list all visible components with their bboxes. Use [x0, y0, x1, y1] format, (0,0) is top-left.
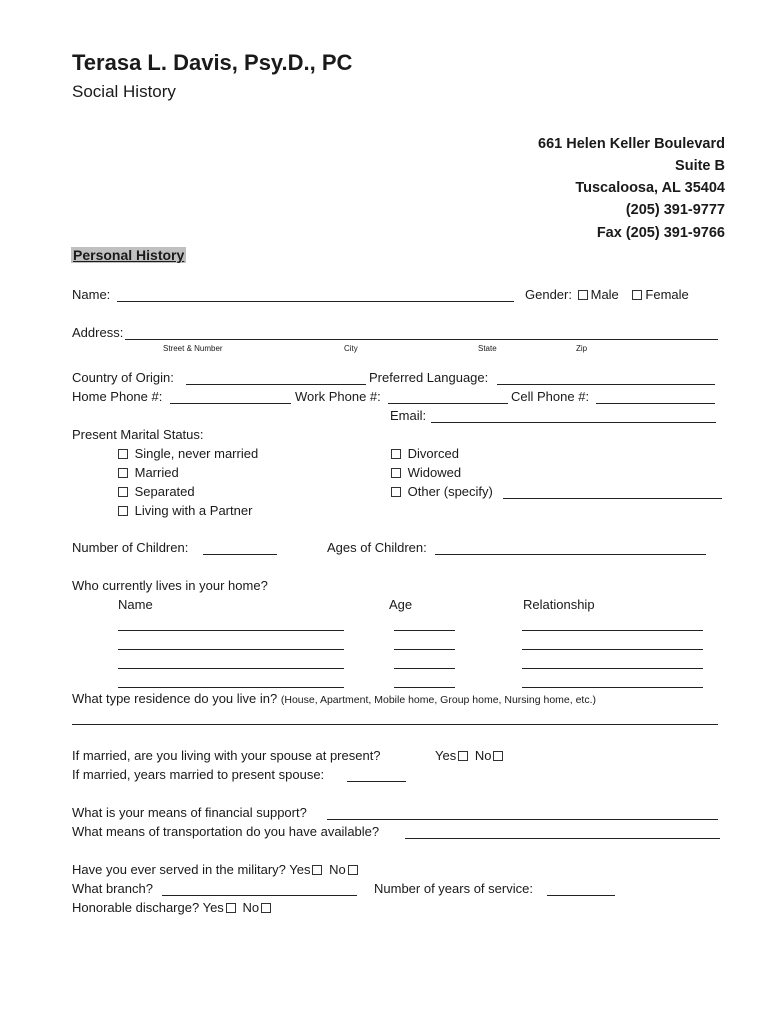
col-name-header: Name [118, 597, 153, 612]
military-question [72, 862, 361, 877]
female-checkbox[interactable] [632, 290, 642, 300]
spouse-yes-label: Yes [435, 748, 457, 763]
single-checkbox[interactable] [118, 449, 128, 459]
address-line-2: Suite B [675, 158, 725, 174]
household-relationship-field[interactable] [522, 649, 703, 650]
married-label: Married [134, 465, 179, 480]
male-checkbox[interactable] [578, 290, 588, 300]
honorable-yes-label: Yes [202, 900, 224, 915]
other-label: Other (specify) [407, 484, 493, 499]
honorable-yes-checkbox[interactable] [226, 903, 236, 913]
ages-children-field[interactable] [435, 554, 706, 555]
form-title: Social History [72, 82, 176, 101]
years-service-label: Number of years of service: [374, 881, 533, 896]
address-label: Address: [72, 325, 124, 340]
household-age-field[interactable] [394, 630, 455, 631]
email-field[interactable] [431, 422, 716, 423]
num-children-label: Number of Children: [72, 540, 189, 555]
household-age-field[interactable] [394, 687, 455, 688]
living-spouse-options [435, 748, 506, 763]
military-no-checkbox[interactable] [348, 865, 358, 875]
name-label: Name: [72, 287, 111, 302]
household-name-field[interactable] [118, 687, 344, 688]
address-line-1: 661 Helen Keller Boulevard [538, 136, 725, 152]
financial-support-field[interactable] [327, 819, 718, 820]
female-label: Female [645, 287, 689, 302]
years-married-label: If married, years married to present spouse: [72, 767, 325, 782]
home-phone-field[interactable] [170, 403, 291, 404]
practice-name: Terasa L. Davis, Psy.D., PC [72, 50, 353, 75]
divorced-label: Divorced [407, 446, 459, 461]
country-field[interactable] [186, 384, 366, 385]
country-label: Country of Origin: [72, 370, 174, 385]
transportation-label: What means of transportation do you have available? [72, 824, 380, 839]
email-label: Email: [390, 408, 427, 423]
fax-number: Fax (205) 391-9766 [596, 225, 725, 241]
branch-field[interactable] [162, 895, 357, 896]
other-checkbox[interactable] [391, 487, 401, 497]
marital-status-label: Present Marital Status: [72, 427, 204, 442]
financial-support-label: What is your means of financial support? [72, 805, 307, 820]
household-relationship-field[interactable] [522, 668, 703, 669]
residence-hint: (House, Apartment, Mobile home, Group home, Nursing home, etc.) [280, 694, 597, 706]
num-children-field[interactable] [203, 554, 277, 555]
partner-label: Living with a Partner [134, 503, 253, 518]
military-no-label: No [329, 862, 346, 877]
honorable-question [72, 900, 274, 915]
language-field[interactable] [497, 384, 715, 385]
widowed-checkbox[interactable] [391, 468, 401, 478]
col-age-header: Age [389, 597, 413, 612]
ages-children-label: Ages of Children: [327, 540, 427, 555]
transportation-field[interactable] [405, 838, 720, 839]
household-age-field[interactable] [394, 649, 455, 650]
household-name-field[interactable] [118, 668, 344, 669]
name-field[interactable] [117, 301, 514, 302]
address-line-3: Tuscaloosa, AL 35404 [575, 180, 725, 196]
household-age-field[interactable] [394, 668, 455, 669]
partner-checkbox[interactable] [118, 506, 128, 516]
language-label: Preferred Language: [369, 370, 489, 385]
address-field[interactable] [125, 339, 718, 340]
phone-number: (205) 391-9777 [625, 202, 725, 218]
military-label: Have you ever served in the military? [72, 862, 286, 877]
city-hint: City [344, 344, 358, 353]
widowed-label: Widowed [407, 465, 462, 480]
honorable-no-checkbox[interactable] [261, 903, 271, 913]
marital-option-partner [116, 503, 252, 518]
other-specify-field[interactable] [503, 498, 722, 499]
state-hint: State [478, 344, 497, 353]
marital-option-widowed [389, 465, 461, 480]
work-phone-label: Work Phone #: [295, 389, 381, 404]
years-married-field[interactable] [347, 781, 406, 782]
zip-hint: Zip [576, 344, 588, 353]
spouse-yes-checkbox[interactable] [458, 751, 468, 761]
residence-field[interactable] [72, 724, 718, 725]
section-title: Personal History [73, 247, 185, 263]
gender-label: Gender: [525, 287, 572, 302]
household-name-field[interactable] [118, 649, 344, 650]
married-checkbox[interactable] [118, 468, 128, 478]
marital-option-divorced [389, 446, 459, 461]
military-yes-checkbox[interactable] [312, 865, 322, 875]
honorable-no-label: No [242, 900, 260, 915]
honorable-label: Honorable discharge? [72, 900, 200, 915]
marital-option-other [389, 484, 493, 499]
branch-label: What branch? [72, 881, 153, 896]
residence-question [72, 691, 596, 706]
marital-option-married [116, 465, 179, 480]
spouse-no-checkbox[interactable] [493, 751, 503, 761]
marital-option-separated [116, 484, 195, 499]
cell-phone-field[interactable] [596, 403, 715, 404]
who-lives-label: Who currently lives in your home? [72, 578, 268, 593]
marital-option-single [116, 446, 258, 461]
household-name-field[interactable] [118, 630, 344, 631]
work-phone-field[interactable] [388, 403, 508, 404]
spouse-no-label: No [474, 748, 492, 763]
single-label: Single, never married [134, 446, 259, 461]
separated-label: Separated [134, 484, 195, 499]
living-spouse-label: If married, are you living with your spouse at present? [72, 748, 381, 763]
gender-group [525, 287, 689, 302]
col-relationship-header: Relationship [523, 597, 595, 612]
residence-label: What type residence do you live in? [72, 691, 278, 706]
separated-checkbox[interactable] [118, 487, 128, 497]
household-relationship-field[interactable] [522, 630, 703, 631]
divorced-checkbox[interactable] [391, 449, 401, 459]
household-relationship-field[interactable] [522, 687, 703, 688]
street-hint: Street & Number [163, 344, 223, 353]
male-label: Male [590, 287, 619, 302]
home-phone-label: Home Phone #: [72, 389, 163, 404]
cell-phone-label: Cell Phone #: [511, 389, 590, 404]
years-service-field[interactable] [547, 895, 615, 896]
military-yes-label: Yes [289, 862, 311, 877]
